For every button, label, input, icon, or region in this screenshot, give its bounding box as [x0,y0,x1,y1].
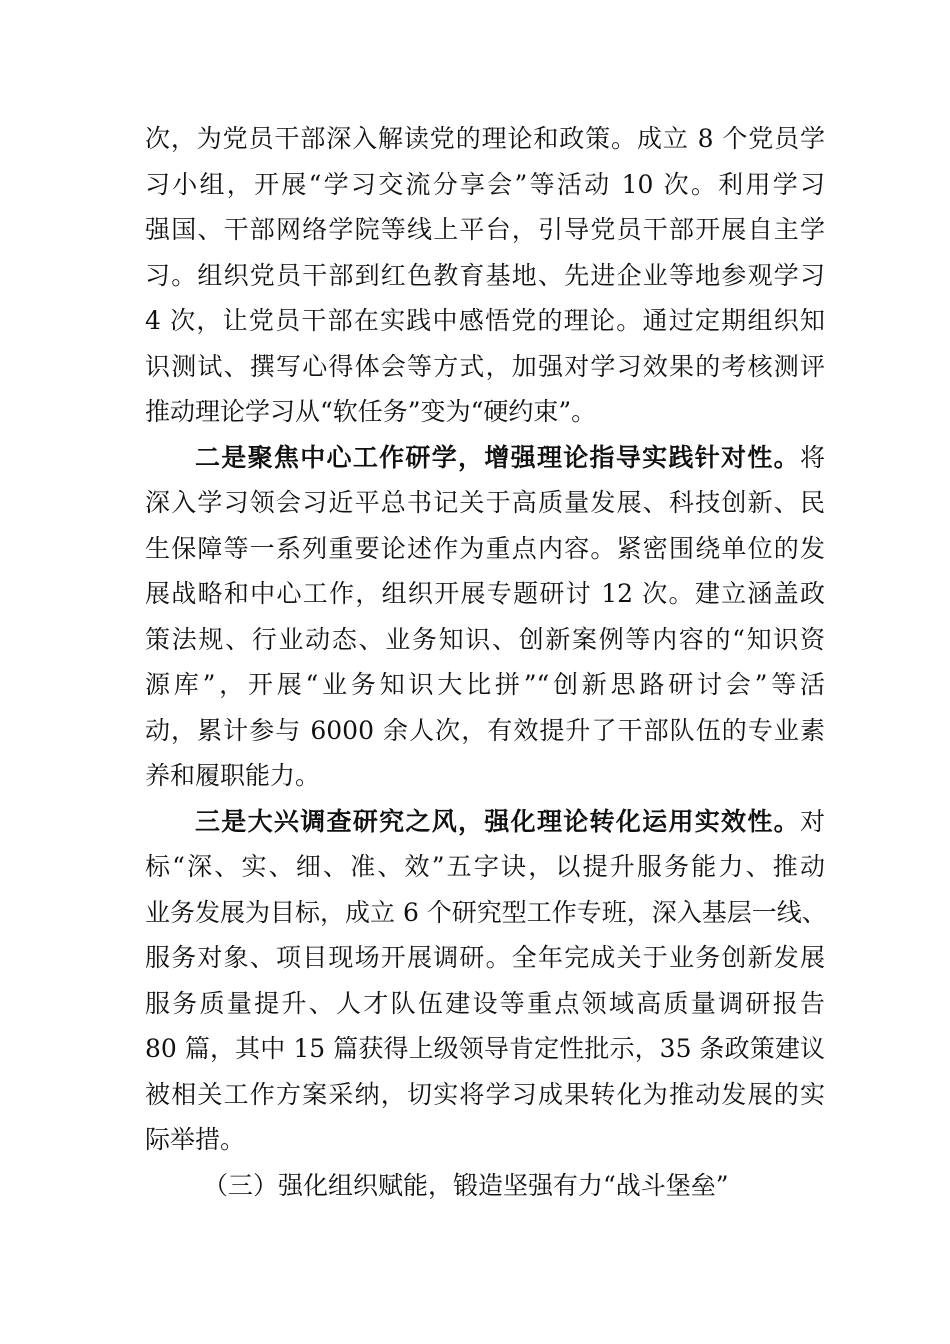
text-line: 深入学习领会习近平总书记关于高质量发展、科技创新、民 [145,488,825,517]
text-line: 推动理论学习从“软任务”变为“硬约束”。 [145,397,597,426]
text-line: 养和履职能力。 [145,761,321,790]
paragraph-heading: 三是大兴调查研究之风，强化理论转化运用实效性。 [195,806,800,836]
text-line: 被相关工作方案采纳，切实将学习成果转化为推动发展的实 [145,1079,825,1109]
text-line: 源库”，开展“业务知识大比拼”“创新思路研讨会”等活 [145,670,825,699]
text-line: 标“深、实、细、准、效”五字诀，以提升服务能力、推动 [145,852,825,881]
text-line: 策法规、行业动态、业务知识、创新案例等内容的“知识资 [145,624,825,654]
text-line: 展战略和中心工作，组织开展专题研讨 12 次。建立涵盖政 [145,579,825,608]
paragraph-first-rest: 将 [799,442,825,472]
text-line: 4 次，让党员干部在实践中感悟党的理论。通过定期组织知 [145,306,825,335]
text-line: 习小组，开展“学习交流分享会”等活动 10 次。利用学习 [145,169,825,199]
text-line: 业务发展为目标，成立 6 个研究型工作专班，深入基层一线、 [145,897,827,927]
document-body [145,116,825,1208]
text-line: 识测试、撰写心得体会等方式，加强对学习效果的考核测评 [145,351,825,381]
paragraph-2 [145,435,825,799]
text-line: 动，累计参与 6000 余人次，有效提升了干部队伍的专业素 [145,715,825,745]
section-subheading: （三）强化组织赋能，锻造坚强有力“战斗堡垒” [203,1170,729,1200]
paragraph-heading: 二是聚焦中心工作研学，增强理论指导实践针对性。 [195,442,800,472]
text-line: 80 篇，其中 15 篇获得上级领导肯定性批示，35 条政策建议 [145,1034,825,1063]
paragraph-first-rest: 对 [799,806,825,836]
text-line: 际举措。 [145,1125,246,1154]
text-line: 习。组织党员干部到红色教育基地、先进企业等地参观学习 [145,260,825,290]
text-line: 强国、干部网络学院等线上平台，引导党员干部开展自主学 [145,215,825,244]
text-line: 次，为党员干部深入解读党的理论和政策。成立 8 个党员学 [145,124,825,153]
paragraph-first-line [145,435,825,481]
text-line: 服务对象、项目现场开展调研。全年完成关于业务创新发展 [145,943,825,972]
text-line: 生保障等一系列重要论述作为重点内容。紧密围绕单位的发 [145,533,825,563]
paragraph-3 [145,799,825,1163]
text-line: 服务质量提升、人才队伍建设等重点领域高质量调研报告 [145,988,825,1018]
paragraph-first-line [145,799,825,845]
paragraph-1 [145,116,825,435]
